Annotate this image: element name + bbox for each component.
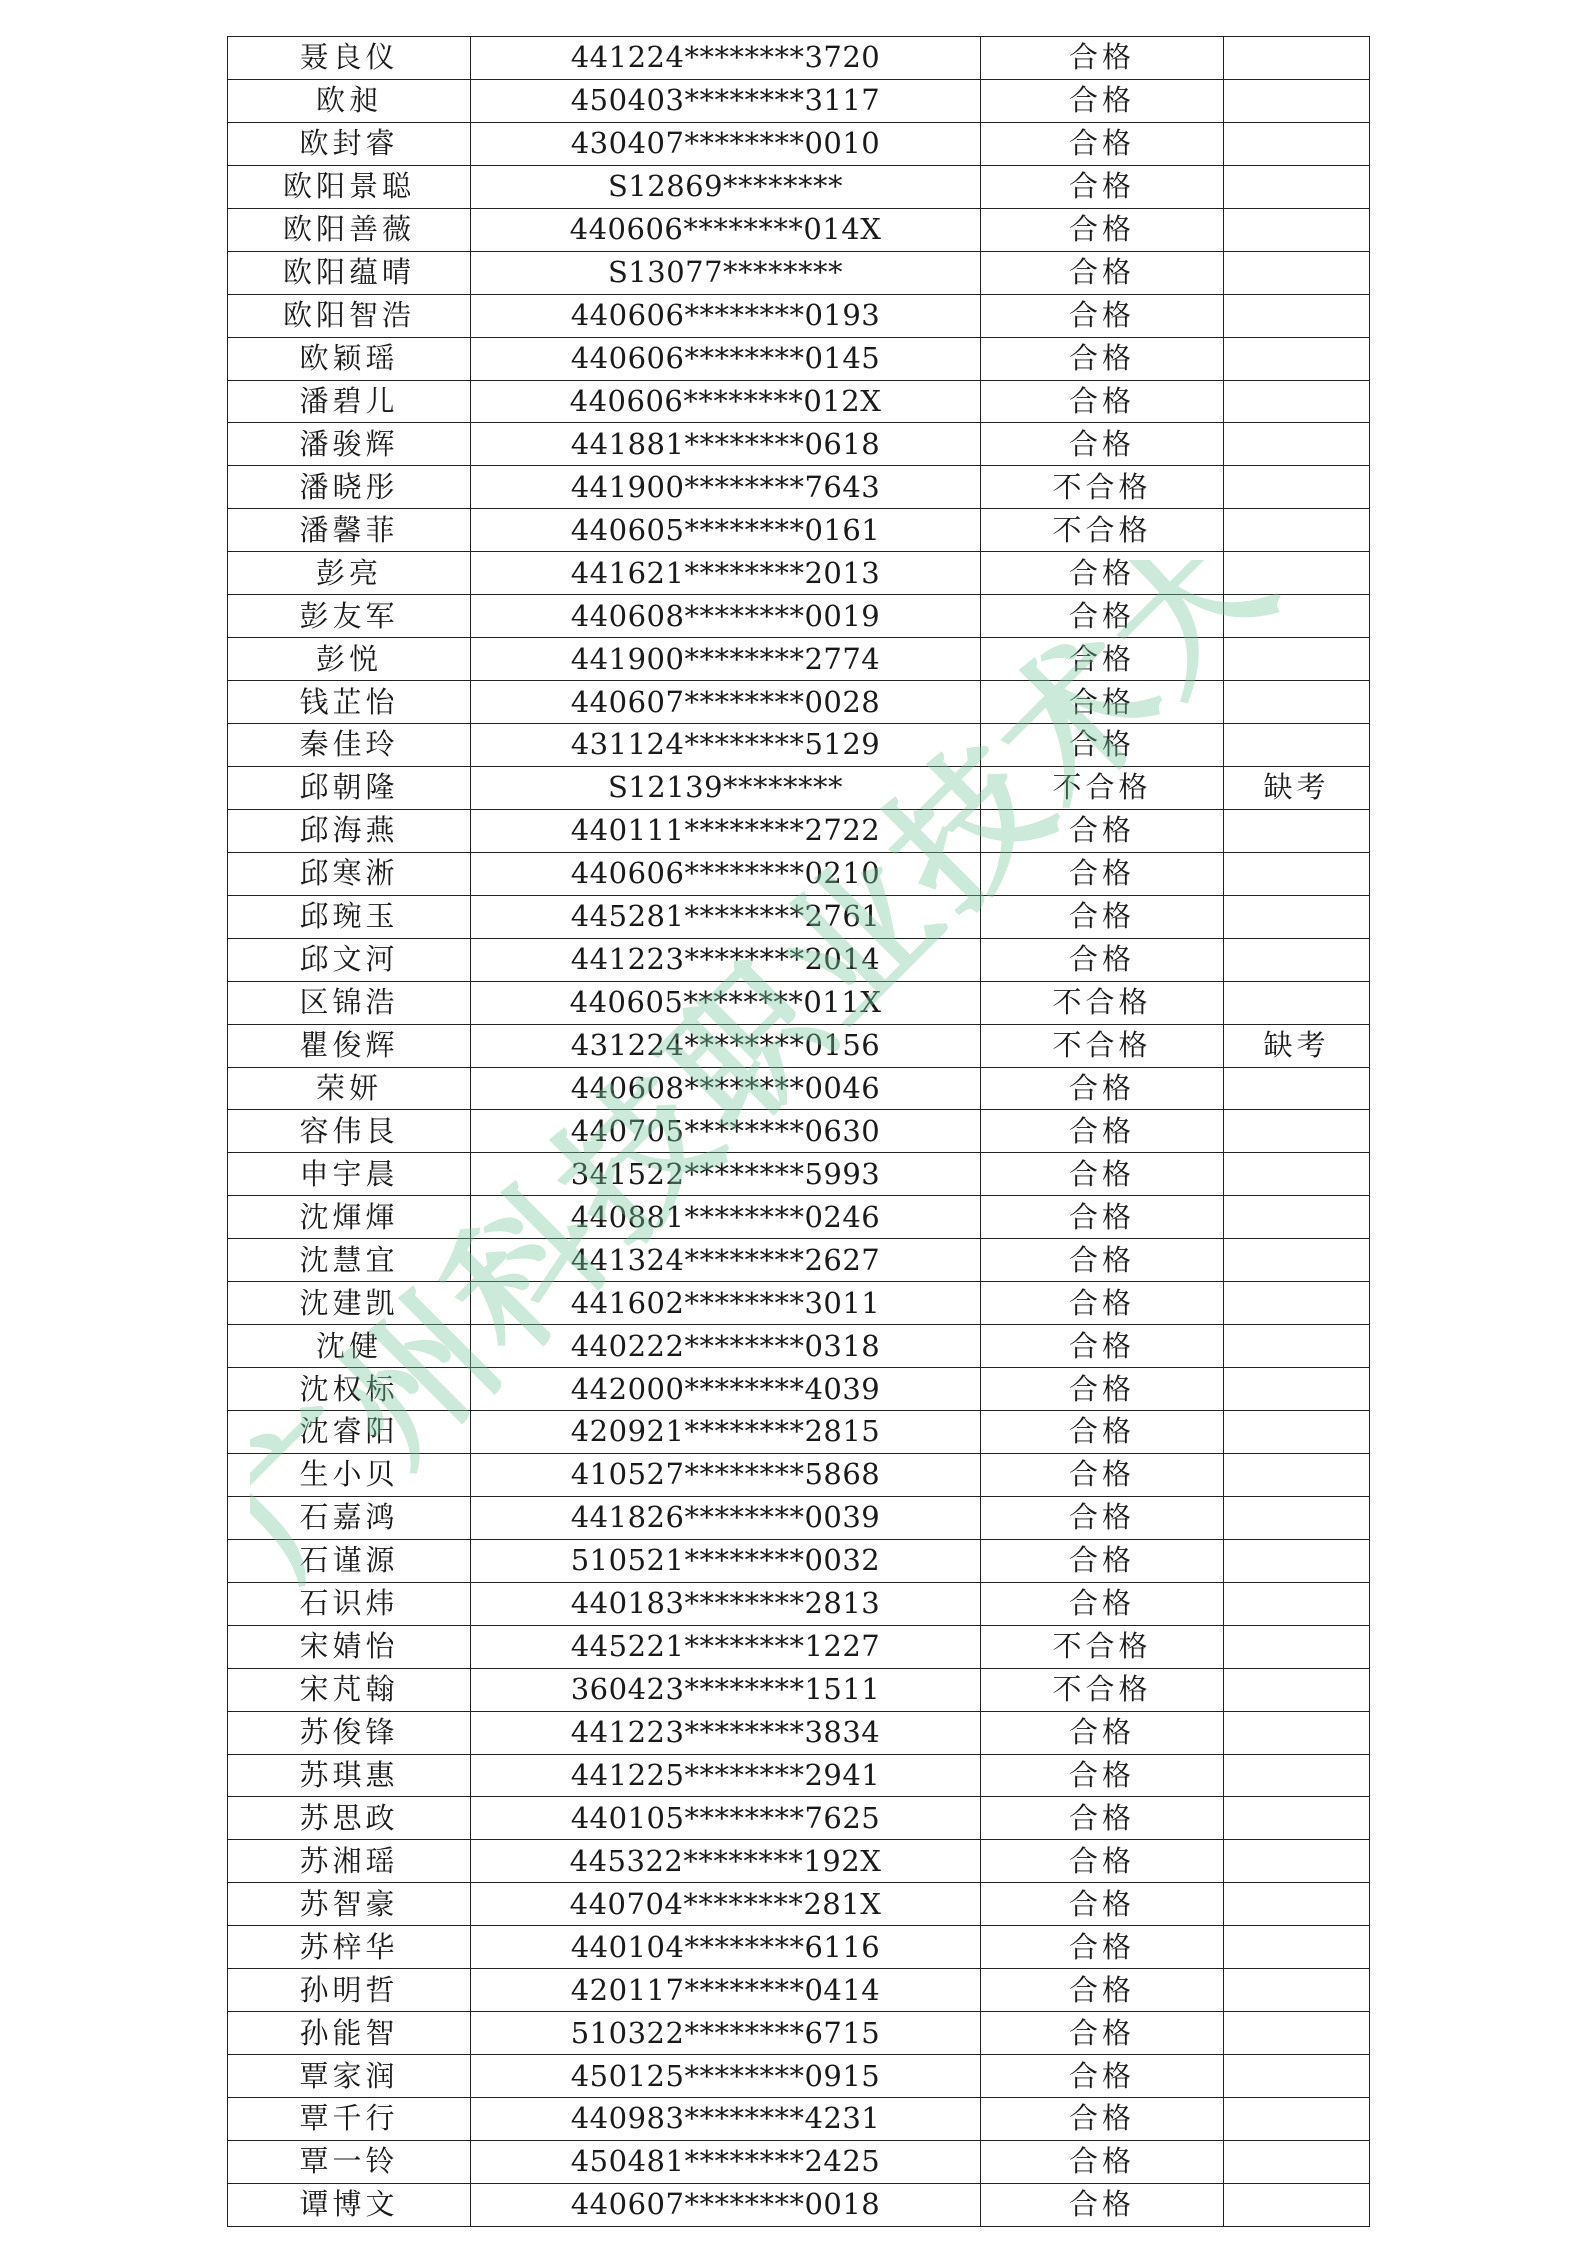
candidate-name-cell: 潘晓彤 [228, 466, 471, 509]
table-row [228, 165, 1370, 208]
id-number-cell: 440881********0246 [471, 1196, 981, 1239]
table-row [228, 1625, 1370, 1668]
id-number-cell: 450481********2425 [471, 2140, 981, 2183]
candidate-name-cell: 钱芷怡 [228, 681, 471, 724]
table-row [228, 1840, 1370, 1883]
result-cell: 合格 [981, 552, 1224, 595]
result-cell: 合格 [981, 681, 1224, 724]
note-cell [1224, 852, 1370, 895]
result-cell: 不合格 [981, 766, 1224, 809]
table-row [228, 2098, 1370, 2141]
id-number-cell: 420117********0414 [471, 1969, 981, 2012]
note-cell [1224, 337, 1370, 380]
id-number-cell: 450125********0915 [471, 2055, 981, 2098]
candidate-name-cell: 宋芃翰 [228, 1668, 471, 1711]
result-cell: 合格 [981, 1067, 1224, 1110]
result-cell: 合格 [981, 1368, 1224, 1411]
id-number-cell: 341522********5993 [471, 1153, 981, 1196]
note-cell [1224, 1711, 1370, 1754]
candidate-name-cell: 石嘉鸿 [228, 1496, 471, 1539]
candidate-name-cell: 彭亮 [228, 552, 471, 595]
note-cell [1224, 1625, 1370, 1668]
candidate-name-cell: 沈慧宜 [228, 1239, 471, 1282]
note-cell [1224, 251, 1370, 294]
candidate-name-cell: 沈建凯 [228, 1282, 471, 1325]
note-cell [1224, 1754, 1370, 1797]
table-row [228, 251, 1370, 294]
result-cell: 合格 [981, 380, 1224, 423]
note-cell [1224, 1368, 1370, 1411]
table-row [228, 1496, 1370, 1539]
id-number-cell: 442000********4039 [471, 1368, 981, 1411]
note-cell: 缺考 [1224, 766, 1370, 809]
table-row [228, 2183, 1370, 2226]
id-number-cell: 440606********012X [471, 380, 981, 423]
result-cell: 合格 [981, 423, 1224, 466]
id-number-cell: 430407********0010 [471, 122, 981, 165]
note-cell [1224, 1668, 1370, 1711]
result-cell: 合格 [981, 37, 1224, 80]
note-cell [1224, 1239, 1370, 1282]
table-row [228, 552, 1370, 595]
candidate-name-cell: 申宇晨 [228, 1153, 471, 1196]
result-cell: 合格 [981, 294, 1224, 337]
table-row [228, 1239, 1370, 1282]
note-cell [1224, 208, 1370, 251]
result-cell: 合格 [981, 1582, 1224, 1625]
note-cell [1224, 1883, 1370, 1926]
result-cell: 不合格 [981, 1625, 1224, 1668]
candidate-name-cell: 区锦浩 [228, 981, 471, 1024]
result-cell: 合格 [981, 1325, 1224, 1368]
table-row [228, 509, 1370, 552]
table-row [228, 79, 1370, 122]
candidate-name-cell: 潘馨菲 [228, 509, 471, 552]
note-cell [1224, 595, 1370, 638]
result-cell: 合格 [981, 165, 1224, 208]
results-table [227, 36, 1370, 2227]
result-cell: 合格 [981, 724, 1224, 767]
id-number-cell: 420921********2815 [471, 1411, 981, 1454]
note-cell [1224, 1840, 1370, 1883]
note-cell [1224, 552, 1370, 595]
table-row [228, 852, 1370, 895]
result-cell: 合格 [981, 2140, 1224, 2183]
result-cell: 合格 [981, 1196, 1224, 1239]
id-number-cell: 440606********014X [471, 208, 981, 251]
candidate-name-cell: 石识炜 [228, 1582, 471, 1625]
id-number-cell: 440983********4231 [471, 2098, 981, 2141]
note-cell [1224, 895, 1370, 938]
result-cell: 合格 [981, 895, 1224, 938]
table-row [228, 638, 1370, 681]
note-cell [1224, 466, 1370, 509]
candidate-name-cell: 彭悦 [228, 638, 471, 681]
id-number-cell: 440104********6116 [471, 1926, 981, 1969]
result-cell: 合格 [981, 1496, 1224, 1539]
note-cell [1224, 1282, 1370, 1325]
id-number-cell: 441225********2941 [471, 1754, 981, 1797]
candidate-name-cell: 覃一铃 [228, 2140, 471, 2183]
result-cell: 合格 [981, 1754, 1224, 1797]
note-cell [1224, 681, 1370, 724]
candidate-name-cell: 欧阳蕴晴 [228, 251, 471, 294]
note-cell [1224, 1196, 1370, 1239]
table-row [228, 1539, 1370, 1582]
id-number-cell: 441602********3011 [471, 1282, 981, 1325]
candidate-name-cell: 覃家润 [228, 2055, 471, 2098]
table-row [228, 1453, 1370, 1496]
candidate-name-cell: 欧阳景聪 [228, 165, 471, 208]
table-row [228, 938, 1370, 981]
note-cell [1224, 1797, 1370, 1840]
note-cell [1224, 1582, 1370, 1625]
note-cell [1224, 1411, 1370, 1454]
note-cell [1224, 122, 1370, 165]
result-cell: 合格 [981, 595, 1224, 638]
candidate-name-cell: 欧封睿 [228, 122, 471, 165]
table-row [228, 1067, 1370, 1110]
candidate-name-cell: 欧昶 [228, 79, 471, 122]
candidate-name-cell: 荣妍 [228, 1067, 471, 1110]
id-number-cell: 360423********1511 [471, 1668, 981, 1711]
result-cell: 不合格 [981, 466, 1224, 509]
id-number-cell: 441881********0618 [471, 423, 981, 466]
result-cell: 合格 [981, 1539, 1224, 1582]
id-number-cell: 440111********2722 [471, 809, 981, 852]
id-number-cell: 431224********0156 [471, 1024, 981, 1067]
id-number-cell: 440606********0193 [471, 294, 981, 337]
note-cell [1224, 509, 1370, 552]
table-row [228, 294, 1370, 337]
candidate-name-cell: 孙明哲 [228, 1969, 471, 2012]
result-cell: 合格 [981, 1883, 1224, 1926]
table-row [228, 895, 1370, 938]
note-cell [1224, 165, 1370, 208]
id-number-cell: 441324********2627 [471, 1239, 981, 1282]
result-cell: 合格 [981, 2183, 1224, 2226]
result-cell: 合格 [981, 1110, 1224, 1153]
id-number-cell: 440607********0028 [471, 681, 981, 724]
result-cell: 合格 [981, 208, 1224, 251]
id-number-cell: 440105********7625 [471, 1797, 981, 1840]
table-row [228, 1883, 1370, 1926]
table-row [228, 2140, 1370, 2183]
table-row [228, 809, 1370, 852]
candidate-name-cell: 秦佳玲 [228, 724, 471, 767]
candidate-name-cell: 邱寒淅 [228, 852, 471, 895]
candidate-name-cell: 欧阳智浩 [228, 294, 471, 337]
table-row [228, 1282, 1370, 1325]
candidate-name-cell: 欧阳善薇 [228, 208, 471, 251]
id-number-cell: 440608********0046 [471, 1067, 981, 1110]
id-number-cell: 440704********281X [471, 1883, 981, 1926]
id-number-cell: 410527********5868 [471, 1453, 981, 1496]
id-number-cell: 441900********2774 [471, 638, 981, 681]
candidate-name-cell: 容伟艮 [228, 1110, 471, 1153]
table-row [228, 1754, 1370, 1797]
id-number-cell: 510521********0032 [471, 1539, 981, 1582]
table-row [228, 423, 1370, 466]
result-cell: 合格 [981, 1797, 1224, 1840]
result-cell: 合格 [981, 1411, 1224, 1454]
table-row [228, 337, 1370, 380]
table-row [228, 1024, 1370, 1067]
note-cell [1224, 1496, 1370, 1539]
note-cell [1224, 380, 1370, 423]
result-cell: 合格 [981, 2098, 1224, 2141]
id-number-cell: S13077******** [471, 251, 981, 294]
table-row [228, 2055, 1370, 2098]
table-row [228, 1368, 1370, 1411]
note-cell [1224, 2055, 1370, 2098]
table-row [228, 380, 1370, 423]
note-cell [1224, 1325, 1370, 1368]
id-number-cell: 441826********0039 [471, 1496, 981, 1539]
table-row [228, 1969, 1370, 2012]
candidate-name-cell: 生小贝 [228, 1453, 471, 1496]
note-cell [1224, 724, 1370, 767]
candidate-name-cell: 苏俊锋 [228, 1711, 471, 1754]
candidate-name-cell: 潘碧儿 [228, 380, 471, 423]
candidate-name-cell: 邱朝隆 [228, 766, 471, 809]
candidate-name-cell: 瞿俊辉 [228, 1024, 471, 1067]
candidate-name-cell: 谭博文 [228, 2183, 471, 2226]
note-cell [1224, 1926, 1370, 1969]
id-number-cell: 440605********0161 [471, 509, 981, 552]
table-row [228, 1110, 1370, 1153]
candidate-name-cell: 潘骏辉 [228, 423, 471, 466]
id-number-cell: 445221********1227 [471, 1625, 981, 1668]
note-cell [1224, 1453, 1370, 1496]
candidate-name-cell: 石谨源 [228, 1539, 471, 1582]
candidate-name-cell: 沈权标 [228, 1368, 471, 1411]
note-cell [1224, 1969, 1370, 2012]
candidate-name-cell: 邱海燕 [228, 809, 471, 852]
watermark-text: 广州科技职业技术大学 [250, 560, 1350, 1606]
id-number-cell: 445281********2761 [471, 895, 981, 938]
note-cell [1224, 809, 1370, 852]
note-cell [1224, 2140, 1370, 2183]
id-number-cell: 450403********3117 [471, 79, 981, 122]
result-cell: 合格 [981, 1926, 1224, 1969]
note-cell [1224, 2012, 1370, 2055]
id-number-cell: 440608********0019 [471, 595, 981, 638]
note-cell [1224, 423, 1370, 466]
result-cell: 不合格 [981, 509, 1224, 552]
candidate-name-cell: 苏思政 [228, 1797, 471, 1840]
candidate-name-cell: 苏湘瑶 [228, 1840, 471, 1883]
table-row [228, 766, 1370, 809]
table-row [228, 1797, 1370, 1840]
table-row [228, 122, 1370, 165]
candidate-name-cell: 欧颖瑶 [228, 337, 471, 380]
result-cell: 合格 [981, 1239, 1224, 1282]
note-cell [1224, 294, 1370, 337]
result-cell: 合格 [981, 638, 1224, 681]
id-number-cell: 441223********3834 [471, 1711, 981, 1754]
candidate-name-cell: 覃千行 [228, 2098, 471, 2141]
result-cell: 合格 [981, 337, 1224, 380]
note-cell [1224, 37, 1370, 80]
result-cell: 合格 [981, 251, 1224, 294]
note-cell [1224, 2183, 1370, 2226]
id-number-cell: 440607********0018 [471, 2183, 981, 2226]
result-cell: 合格 [981, 1282, 1224, 1325]
note-cell [1224, 1067, 1370, 1110]
result-cell: 合格 [981, 1453, 1224, 1496]
id-number-cell: 440605********011X [471, 981, 981, 1024]
candidate-name-cell: 聂良仪 [228, 37, 471, 80]
id-number-cell: 440606********0210 [471, 852, 981, 895]
candidate-name-cell: 苏智豪 [228, 1883, 471, 1926]
id-number-cell: 440606********0145 [471, 337, 981, 380]
id-number-cell: 441223********2014 [471, 938, 981, 981]
table-row [228, 1153, 1370, 1196]
result-cell: 合格 [981, 2055, 1224, 2098]
id-number-cell: 510322********6715 [471, 2012, 981, 2055]
result-cell: 合格 [981, 1711, 1224, 1754]
note-cell [1224, 79, 1370, 122]
result-cell: 不合格 [981, 1668, 1224, 1711]
note-cell [1224, 1110, 1370, 1153]
note-cell [1224, 1153, 1370, 1196]
table-row [228, 1325, 1370, 1368]
table-row [228, 2012, 1370, 2055]
table-row [228, 1196, 1370, 1239]
candidate-name-cell: 宋婧怡 [228, 1625, 471, 1668]
result-cell: 合格 [981, 2012, 1224, 2055]
id-number-cell: 441900********7643 [471, 466, 981, 509]
table-row [228, 1711, 1370, 1754]
candidate-name-cell: 苏梓华 [228, 1926, 471, 1969]
table-row [228, 37, 1370, 80]
id-number-cell: S12869******** [471, 165, 981, 208]
candidate-name-cell: 邱琬玉 [228, 895, 471, 938]
result-cell: 合格 [981, 1153, 1224, 1196]
table-row [228, 1926, 1370, 1969]
id-number-cell: 445322********192X [471, 1840, 981, 1883]
result-cell: 合格 [981, 809, 1224, 852]
table-row [228, 1411, 1370, 1454]
result-cell: 不合格 [981, 981, 1224, 1024]
note-cell [1224, 938, 1370, 981]
id-number-cell: 431124********5129 [471, 724, 981, 767]
result-cell: 合格 [981, 79, 1224, 122]
result-cell: 不合格 [981, 1024, 1224, 1067]
result-cell: 合格 [981, 122, 1224, 165]
id-number-cell: S12139******** [471, 766, 981, 809]
table-row [228, 1582, 1370, 1625]
candidate-name-cell: 苏琪惠 [228, 1754, 471, 1797]
candidate-name-cell: 邱文河 [228, 938, 471, 981]
candidate-name-cell: 孙能智 [228, 2012, 471, 2055]
result-cell: 合格 [981, 938, 1224, 981]
id-number-cell: 440222********0318 [471, 1325, 981, 1368]
results-table-body [228, 37, 1370, 2227]
note-cell [1224, 2098, 1370, 2141]
id-number-cell: 441224********3720 [471, 37, 981, 80]
table-row [228, 208, 1370, 251]
table-row [228, 466, 1370, 509]
id-number-cell: 441621********2013 [471, 552, 981, 595]
candidate-name-cell: 沈睿阳 [228, 1411, 471, 1454]
table-row [228, 595, 1370, 638]
note-cell [1224, 981, 1370, 1024]
note-cell: 缺考 [1224, 1024, 1370, 1067]
candidate-name-cell: 沈健 [228, 1325, 471, 1368]
result-cell: 合格 [981, 852, 1224, 895]
table-row [228, 681, 1370, 724]
table-row [228, 1668, 1370, 1711]
candidate-name-cell: 彭友军 [228, 595, 471, 638]
candidate-name-cell: 沈煇煇 [228, 1196, 471, 1239]
id-number-cell: 440705********0630 [471, 1110, 981, 1153]
table-row [228, 981, 1370, 1024]
table-row [228, 724, 1370, 767]
result-cell: 合格 [981, 1840, 1224, 1883]
id-number-cell: 440183********2813 [471, 1582, 981, 1625]
note-cell [1224, 1539, 1370, 1582]
note-cell [1224, 638, 1370, 681]
result-cell: 合格 [981, 1969, 1224, 2012]
